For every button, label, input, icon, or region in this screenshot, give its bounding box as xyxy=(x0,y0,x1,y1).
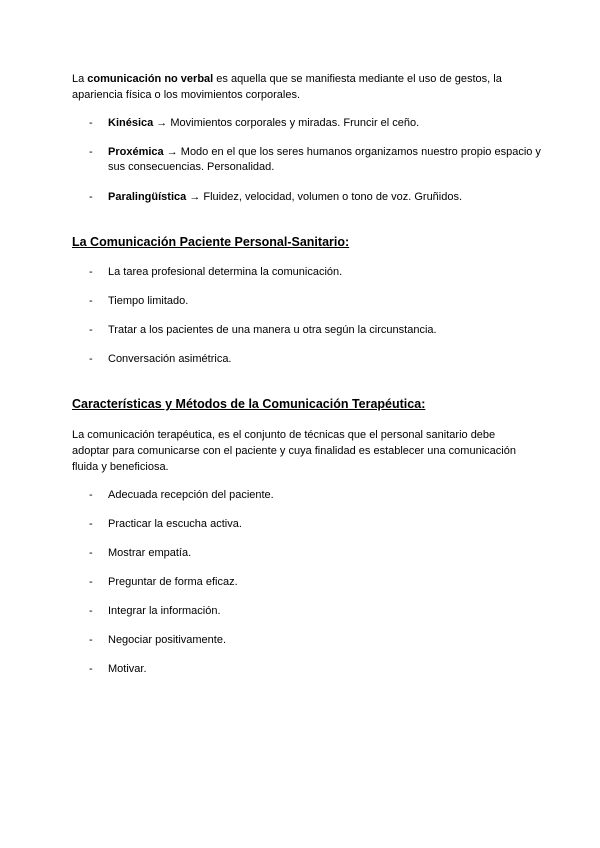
list-dash: - xyxy=(89,353,93,365)
term-proxemica: Proxémica xyxy=(108,146,164,158)
arrow-kinesica: → xyxy=(153,117,171,129)
list-item xyxy=(72,488,542,503)
list-item xyxy=(72,352,542,367)
list-item xyxy=(72,546,542,561)
list-item-text: Preguntar de forma eficaz. xyxy=(108,576,238,588)
list-item xyxy=(72,633,542,648)
list-item xyxy=(72,604,542,619)
intro-term: comunicación no verbal xyxy=(87,73,214,85)
list-dash: - xyxy=(89,191,93,203)
term-paralinguistica: Paralingüística xyxy=(108,191,187,203)
list-item-text: Tiempo limitado. xyxy=(108,295,189,307)
arrow-proxemica: → xyxy=(163,146,181,158)
section2-paragraph: La comunicación terapéutica, es el conjunto de técnicas que el personal sanitario debe adoptar para comunicarse con el paciente y cuya finalidad es establecer una comunicación fluida y beneficiosa. xyxy=(72,429,516,473)
term-kinesica: Kinésica xyxy=(108,117,154,129)
intro-rest: es aquella que se manifiesta mediante el uso de gestos, la apariencia física o los movimientos corporales. xyxy=(72,73,502,101)
list-dash: - xyxy=(89,663,93,675)
list-item-text: Mostrar empatía. xyxy=(108,547,192,559)
desc-proxemica: Modo en el que los seres humanos organizamos nuestro propio espacio y sus consecuencias. Personalidad. xyxy=(108,146,541,173)
list-dash: - xyxy=(89,518,93,530)
desc-kinesica: Movimientos corporales y miradas. Fruncir el ceño. xyxy=(170,117,420,129)
arrow-paralinguistica: → xyxy=(186,191,204,203)
list-item-text: Negociar positivamente. xyxy=(108,634,227,646)
list-item xyxy=(72,323,542,338)
intro-prefix: La xyxy=(72,73,88,85)
list-item-text: La tarea profesional determina la comunicación. xyxy=(108,266,343,278)
list-item-proxemica xyxy=(72,145,542,175)
intro-paragraph xyxy=(72,71,532,103)
section1-heading: La Comunicación Paciente Personal-Sanitario: xyxy=(72,235,350,249)
desc-paralinguistica: Fluidez, velocidad, volumen o tono de voz. Gruñidos. xyxy=(203,191,463,203)
list-item-paralinguistica xyxy=(72,190,542,205)
list-item-text: Integrar la información. xyxy=(108,605,221,617)
list-item xyxy=(72,662,542,677)
list-dash: - xyxy=(89,605,93,617)
list-dash: - xyxy=(89,146,93,158)
list-dash: - xyxy=(89,634,93,646)
list-item-text: Practicar la escucha activa. xyxy=(108,518,242,530)
list-item-text: Conversación asimétrica. xyxy=(108,353,232,365)
list-item xyxy=(72,517,542,532)
list-dash: - xyxy=(89,295,93,307)
list-item xyxy=(72,575,542,590)
list-dash: - xyxy=(89,547,93,559)
list-item-text: Motivar. xyxy=(108,663,147,675)
list-item-kinesica xyxy=(72,116,542,131)
list-item-text: Adecuada recepción del paciente. xyxy=(108,489,274,501)
list-item xyxy=(72,294,542,309)
list-item-text: Tratar a los pacientes de una manera u otra según la circunstancia. xyxy=(108,324,437,336)
list-dash: - xyxy=(89,266,93,278)
list-dash: - xyxy=(89,489,93,501)
list-dash: - xyxy=(89,576,93,588)
list-item xyxy=(72,265,542,280)
list-dash: - xyxy=(89,324,93,336)
section2-heading: Características y Métodos de la Comunicación Terapéutica: xyxy=(72,397,426,411)
list-dash: - xyxy=(89,117,93,129)
